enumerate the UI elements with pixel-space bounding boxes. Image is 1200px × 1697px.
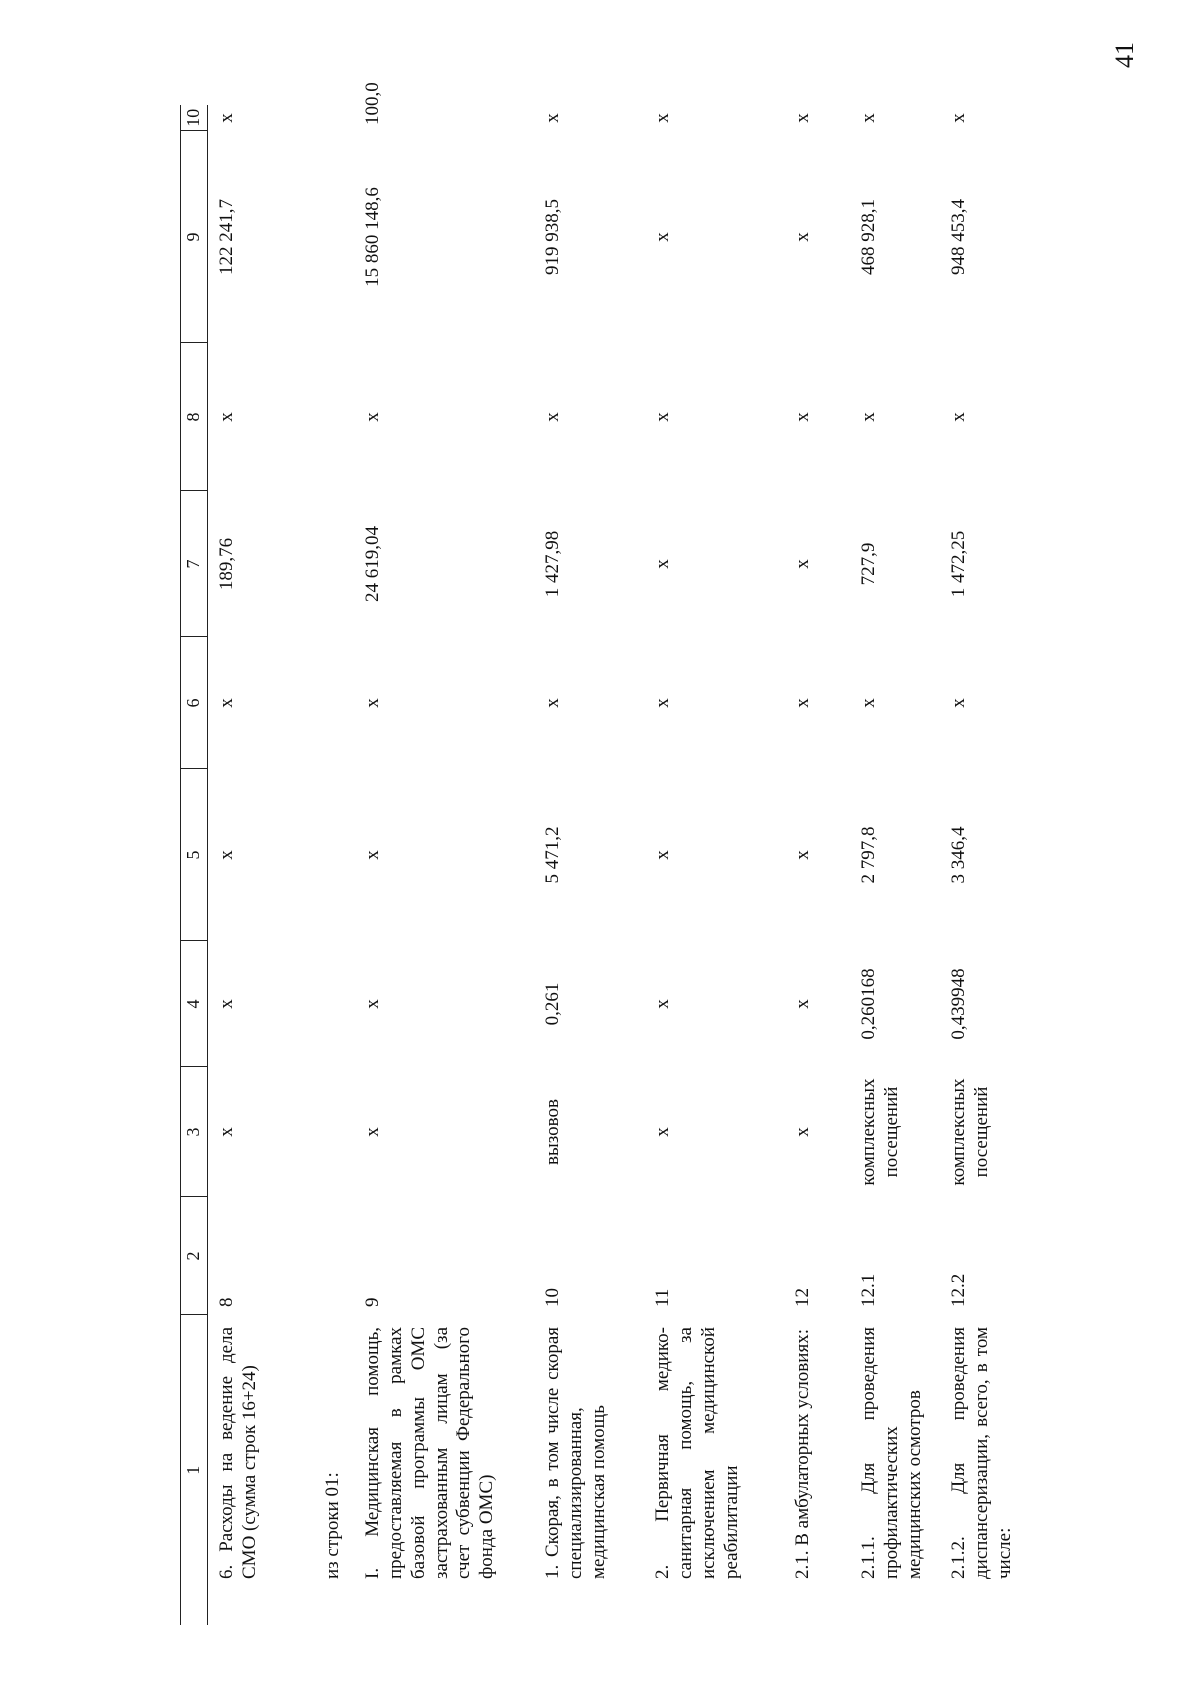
data-table — [180, 82, 1030, 1625]
rotated-table-container — [180, 82, 1140, 1625]
column-header: 9 — [181, 131, 208, 343]
table-row — [534, 105, 644, 1625]
column-header: 10 — [181, 105, 208, 131]
row-number: 10 — [542, 1288, 564, 1307]
column-header: 6 — [181, 637, 208, 769]
value-cell: х — [652, 559, 674, 569]
table-row — [308, 105, 355, 1625]
value-cell: х — [652, 113, 674, 123]
value-cell: х — [948, 412, 970, 422]
value-cell: х — [858, 698, 880, 708]
column-header: 2 — [181, 1197, 208, 1315]
value-cell: х — [362, 850, 384, 860]
value-cell: х — [948, 698, 970, 708]
row-number: 12.1 — [858, 1273, 880, 1307]
unit-cell: комплексных посещений — [948, 1078, 993, 1186]
value-cell: 727,9 — [858, 542, 880, 586]
value-cell: х — [792, 113, 814, 123]
value-cell: х — [542, 412, 564, 422]
value-cell: 0,261 — [542, 982, 564, 1026]
value-cell: 2 797,8 — [858, 826, 880, 884]
value-cell: х — [792, 850, 814, 860]
unit-cell: х — [652, 1127, 674, 1137]
row-number: 11 — [652, 1288, 674, 1307]
row-label: 2.1.2. Для проведения диспансеризации, всего, в том числе: — [948, 1327, 1015, 1579]
value-cell: х — [216, 698, 237, 708]
value-cell: х — [652, 999, 674, 1009]
value-cell: х — [542, 698, 564, 708]
row-number: 9 — [362, 1297, 384, 1307]
value-cell: х — [362, 698, 384, 708]
value-cell: 3 346,4 — [948, 826, 970, 884]
value-cell: 1 472,25 — [948, 530, 970, 598]
value-cell: 100,0 — [362, 82, 384, 125]
row-label: 2. Первичная медико-санитарная помощь, за исключением медицинской реабилитации — [652, 1327, 742, 1579]
value-cell: 919 938,5 — [542, 199, 564, 275]
value-cell: х — [792, 412, 814, 422]
value-cell: х — [216, 850, 237, 860]
value-cell: 0,439948 — [948, 968, 970, 1040]
value-cell: 1 427,98 — [542, 530, 564, 598]
value-cell: 122 241,7 — [216, 199, 237, 275]
value-cell: х — [652, 232, 674, 242]
row-label: 2.1. В амбулаторных условиях: — [792, 1329, 814, 1579]
row-label: 1. Скорая, в том числе скорая специализированная, медицинская помощь — [542, 1327, 609, 1579]
subheader-label: из строки 01: — [321, 1472, 343, 1579]
value-cell: х — [948, 113, 970, 123]
unit-cell: комплексных посещений — [858, 1078, 903, 1186]
row-number: 12 — [792, 1288, 814, 1307]
column-header: 4 — [181, 941, 208, 1067]
value-cell: 24 619,04 — [362, 526, 384, 602]
value-cell: 5 471,2 — [542, 826, 564, 884]
value-cell: х — [652, 412, 674, 422]
value-cell: х — [858, 113, 880, 123]
table-row — [940, 105, 1030, 1625]
unit-cell: х — [362, 1127, 384, 1137]
column-header: 7 — [181, 491, 208, 637]
unit-cell: х — [216, 1127, 237, 1137]
value-cell: х — [362, 999, 384, 1009]
value-cell: х — [542, 113, 564, 123]
value-cell: 15 860 148,6 — [362, 187, 384, 287]
value-cell: х — [216, 999, 237, 1009]
value-cell: х — [792, 232, 814, 242]
row-number: 12.2 — [948, 1273, 970, 1307]
value-cell: 0,260168 — [858, 968, 880, 1040]
unit-cell: х — [792, 1127, 814, 1137]
table-row — [784, 105, 850, 1625]
value-cell: 948 453,4 — [948, 199, 970, 275]
table-row — [208, 105, 308, 1625]
table-row — [850, 105, 940, 1625]
row-label: I. Медицинская помощь, предоставляемая в рамках базовой программы ОМС застрахованным лицам (за счет субвенции Федерального фонда ОМС) — [362, 1327, 498, 1579]
column-header: 1 — [181, 1315, 208, 1625]
row-label: 6. Расходы на ведение дела СМО (сумма строк 16+24) — [216, 1327, 260, 1579]
table-row — [354, 105, 534, 1625]
value-cell: 189,76 — [216, 537, 237, 591]
column-header: 3 — [181, 1067, 208, 1197]
page-number: 41 — [1110, 42, 1139, 68]
value-cell: х — [792, 559, 814, 569]
value-cell: х — [792, 698, 814, 708]
value-cell: х — [216, 412, 237, 422]
value-cell: х — [216, 113, 237, 123]
value-cell: х — [858, 412, 880, 422]
value-cell: х — [792, 999, 814, 1009]
column-header: 8 — [181, 343, 208, 491]
value-cell: х — [362, 412, 384, 422]
header-row — [181, 105, 208, 1625]
row-label: 2.1.1. Для проведения профилактических медицинских осмотров — [858, 1327, 925, 1579]
value-cell: х — [652, 698, 674, 708]
row-number: 8 — [216, 1297, 237, 1307]
column-header: 5 — [181, 769, 208, 941]
value-cell: х — [652, 850, 674, 860]
value-cell: 468 928,1 — [858, 199, 880, 275]
table-row — [644, 105, 784, 1625]
unit-cell: вызовов — [542, 1099, 564, 1165]
